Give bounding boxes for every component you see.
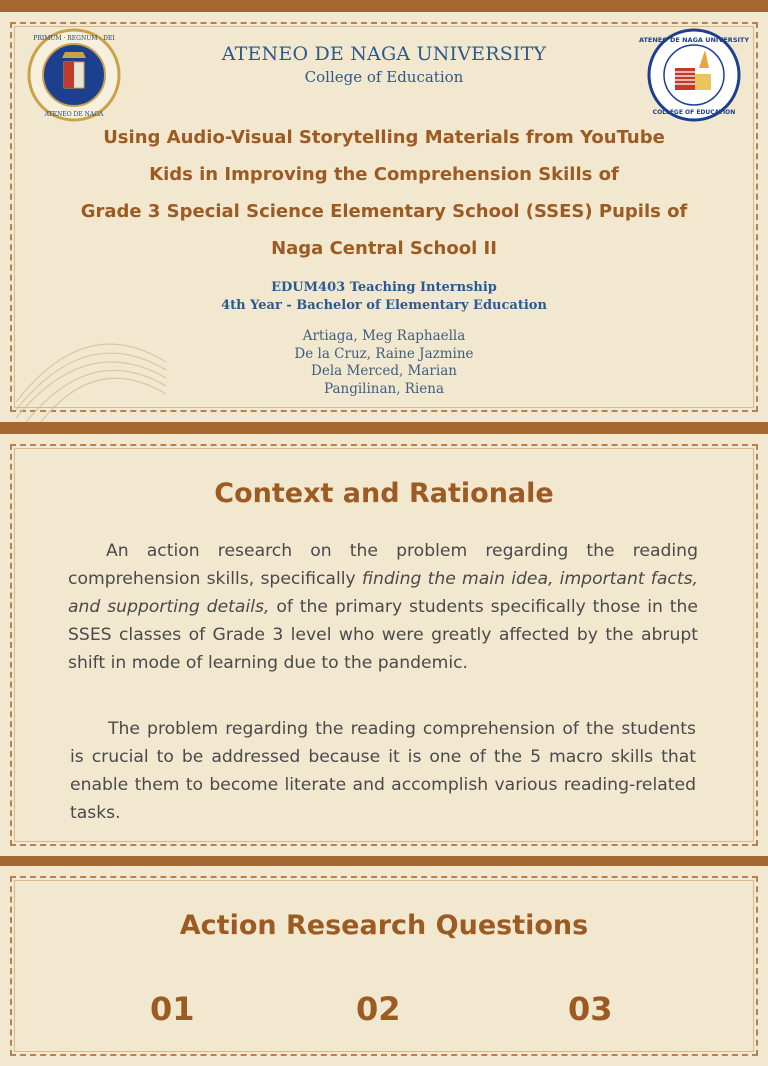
question-number-2: 02 — [356, 990, 401, 1028]
p1-text-start: An action research on the problem regarding the reading comprehension skills, specifically — [68, 541, 698, 589]
p1-text-end: of the primary students specifically those in the SSES classes of Grade 3 level who were greatly affected by the abrupt shift in mode of learning due to the pandemic. — [68, 597, 698, 673]
title-line-1: Using Audio-Visual Storytelling Materials from YouTube — [103, 127, 665, 148]
p1-text-italic: finding the main idea, important facts, and supporting details, — [68, 569, 698, 617]
svg-text:COLLEGE OF EDUCATION: COLLEGE OF EDUCATION — [652, 109, 736, 116]
title-slide — [0, 12, 768, 422]
program-name: 4th Year - Bachelor of Elementary Education — [221, 298, 547, 313]
title-line-4: Naga Central School II — [271, 238, 497, 259]
author-4: Pangilinan, Riena — [323, 381, 445, 397]
context-paragraph-2: The problem regarding the reading comprehension of the students is crucial to be addressed because it is one of the 5 macro skills that enable them to become literate and accomplish various reading-related tasks. — [70, 719, 696, 823]
svg-text:ATENEO DE NAGA: ATENEO DE NAGA — [44, 111, 104, 118]
university-name: ATENEO DE NAGA UNIVERSITY — [221, 43, 547, 65]
questions-slide — [0, 866, 768, 1066]
question-number-1: 01 — [150, 990, 195, 1028]
context-slide — [0, 434, 768, 856]
decorative-swirl — [16, 302, 166, 422]
questions-heading: Action Research Questions — [179, 910, 589, 941]
author-2: De la Cruz, Raine Jazmine — [294, 346, 474, 362]
question-number-3: 03 — [568, 990, 613, 1028]
author-3: Dela Merced, Marian — [311, 363, 457, 379]
title-line-3: Grade 3 Special Science Elementary School (SSES) Pupils of — [80, 201, 688, 222]
college-name: College of Education — [304, 68, 464, 86]
author-1: Artiaga, Meg Raphaella — [302, 328, 466, 344]
svg-text:PRIMUM · REGNUM · DEI: PRIMUM · REGNUM · DEI — [33, 35, 115, 42]
context-heading: Context and Rationale — [214, 478, 554, 509]
svg-text:ATENEO DE NAGA UNIVERSITY: ATENEO DE NAGA UNIVERSITY — [638, 36, 750, 44]
title-line-2: Kids in Improving the Comprehension Skills of — [149, 164, 619, 185]
context-paragraph-1 — [68, 537, 698, 677]
course-code: EDUM403 Teaching Internship — [271, 280, 497, 295]
